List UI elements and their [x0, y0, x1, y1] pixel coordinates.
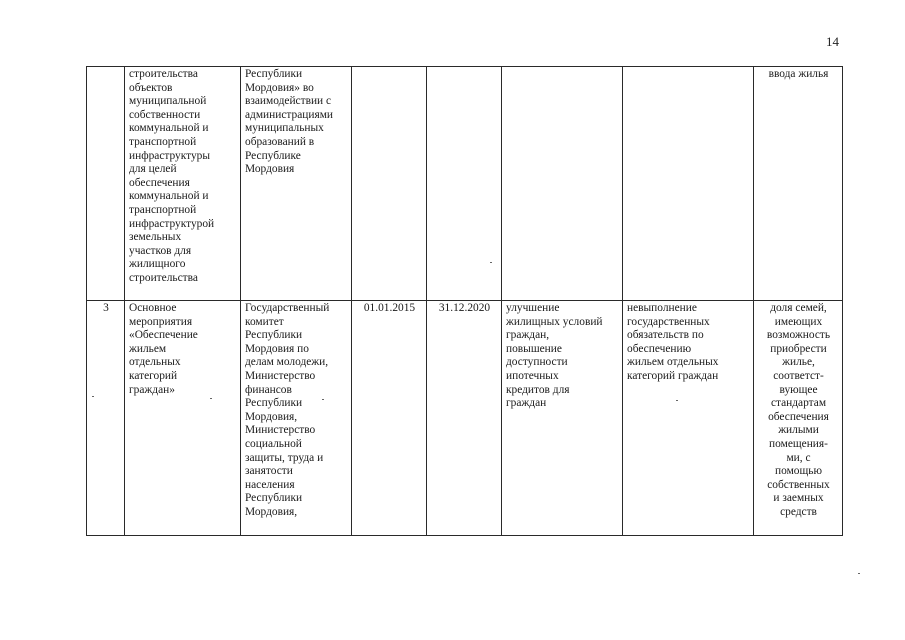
cell-text-line: жильем — [129, 342, 167, 355]
cell-number: 3 — [87, 301, 125, 536]
cell-text-line: Республики — [245, 492, 303, 505]
cell-text-line: граждан» — [129, 383, 175, 396]
cell-text-line: улучшение — [506, 302, 560, 314]
cell-consequences — [623, 67, 754, 301]
cell-measure — [125, 67, 241, 301]
cell-text-line: обеспечению — [627, 342, 692, 355]
cell-text-line: помощью — [775, 465, 822, 478]
cell-text-line: Республики — [245, 329, 303, 342]
cell-number — [87, 67, 125, 301]
cell-text-line: категорий граждан — [627, 369, 719, 382]
cell-text-line: Мордовия — [245, 163, 295, 176]
cell-text-line: доступности — [506, 356, 568, 369]
cell-text-line: социальной — [245, 437, 302, 450]
cell-end-date — [427, 67, 502, 301]
cell-text-line: доля семей, — [770, 302, 827, 314]
cell-text-line: взаимодействии с — [245, 95, 332, 108]
cell-text-line: государственных — [627, 315, 710, 328]
table-body — [87, 67, 843, 536]
cell-text-line: участков для — [129, 244, 192, 257]
cell-start-date — [352, 67, 427, 301]
cell-text-line: строительства — [129, 271, 198, 284]
cell-consequences — [623, 301, 754, 536]
cell-text-line: муниципальной — [129, 95, 207, 108]
cell-text-line: защиты, труда и — [245, 451, 324, 464]
cell-start-date: 01.01.2015 — [352, 301, 427, 536]
cell-text-line: Основное — [129, 302, 177, 314]
cell-text-line: граждан — [506, 397, 547, 410]
cell-text-line: возможность — [766, 329, 831, 342]
cell-text-line: Республики — [245, 397, 303, 410]
cell-text-line: Мордовия» во — [245, 81, 314, 94]
cell-text-line: жильем отдельных — [627, 356, 719, 369]
cell-text-line: муниципальных — [245, 122, 324, 135]
cell-text-line: Республике — [245, 149, 301, 162]
cell-text-line: Мордовия, — [245, 410, 298, 423]
cell-text-line: комитет — [245, 315, 284, 328]
cell-indicators — [754, 301, 843, 536]
cell-expected-result — [502, 301, 623, 536]
cell-text-line: повышение — [506, 342, 562, 355]
scan-speck — [676, 400, 678, 401]
cell-text-line: образований в — [245, 135, 315, 148]
cell-text-line: для целей — [129, 163, 177, 176]
cell-text-line: невыполнение — [627, 302, 697, 314]
cell-executor — [241, 67, 352, 301]
cell-text-line: мероприятия — [129, 315, 193, 328]
cell-text-line: имеющих — [774, 315, 823, 328]
cell-text-line: соответст- — [773, 369, 824, 382]
cell-text-line: финансов — [245, 383, 292, 396]
cell-text-line: администрациями — [245, 108, 334, 121]
cell-text-line: коммунальной и — [129, 122, 209, 135]
scan-speck — [490, 262, 492, 263]
cell-text-line: средств — [780, 505, 817, 518]
cell-text-line: инфраструктурой — [129, 217, 215, 230]
cell-text-line: помещения- — [769, 437, 828, 450]
table-row — [87, 301, 843, 536]
cell-text-line: Мордовия по — [245, 342, 309, 355]
cell-executor — [241, 301, 352, 536]
cell-text-line: делам молодежи, — [245, 356, 329, 369]
cell-text-line: Государственный — [245, 302, 330, 314]
cell-text-line: строительства — [129, 68, 198, 80]
cell-text-line: ми, с — [786, 451, 811, 464]
cell-text-line: жилищного — [129, 258, 186, 271]
cell-text-line: обеспечения — [768, 410, 829, 423]
cell-text-line: населения — [245, 478, 295, 491]
cell-text-line: ипотечных — [506, 369, 559, 382]
cell-text-line: обеспечения — [129, 176, 190, 189]
cell-text-line: граждан, — [506, 329, 550, 342]
cell-text-line: вующее — [779, 383, 818, 396]
cell-text-line: собственности — [129, 108, 201, 121]
cell-text-line: Министерство — [245, 369, 316, 382]
cell-text-line: кредитов для — [506, 383, 570, 396]
scan-speck — [322, 399, 324, 400]
cell-end-date: 31.12.2020 — [427, 301, 502, 536]
cell-text-line: «Обеспечение — [129, 329, 198, 342]
page-number: 14 — [826, 34, 839, 49]
cell-indicators — [754, 67, 843, 301]
cell-text-line: жилыми — [778, 424, 819, 437]
cell-text-line: объектов — [129, 81, 173, 94]
table-row — [87, 67, 843, 301]
cell-text-line: занятости — [245, 465, 293, 478]
cell-text-line: Мордовия, — [245, 505, 298, 518]
cell-text-line: ввода жилья — [768, 68, 829, 80]
cell-text-line: земельных — [129, 231, 182, 244]
cell-text-line: собственных — [767, 478, 830, 491]
cell-expected-result — [502, 67, 623, 301]
cell-text-line: отдельных — [129, 356, 181, 369]
cell-text-line: и заемных — [773, 492, 824, 505]
program-table — [86, 66, 843, 536]
cell-text-line: инфраструктуры — [129, 149, 210, 162]
scan-speck — [210, 398, 212, 399]
cell-text-line: транспортной — [129, 203, 197, 216]
scan-speck — [92, 396, 94, 397]
cell-text-line: обязательств по — [627, 329, 704, 342]
cell-text-line: транспортной — [129, 135, 197, 148]
scan-speck — [858, 573, 860, 574]
cell-text-line: Республики — [245, 68, 303, 80]
cell-text-line: категорий — [129, 369, 178, 382]
cell-measure — [125, 301, 241, 536]
cell-text-line: коммунальной и — [129, 190, 209, 203]
cell-text-line: жилье, — [782, 356, 815, 369]
cell-text-line: стандартам — [770, 397, 827, 410]
cell-text-line: приобрести — [770, 342, 827, 355]
cell-text-line: Министерство — [245, 424, 316, 437]
cell-text-line: жилищных условий — [506, 315, 603, 328]
